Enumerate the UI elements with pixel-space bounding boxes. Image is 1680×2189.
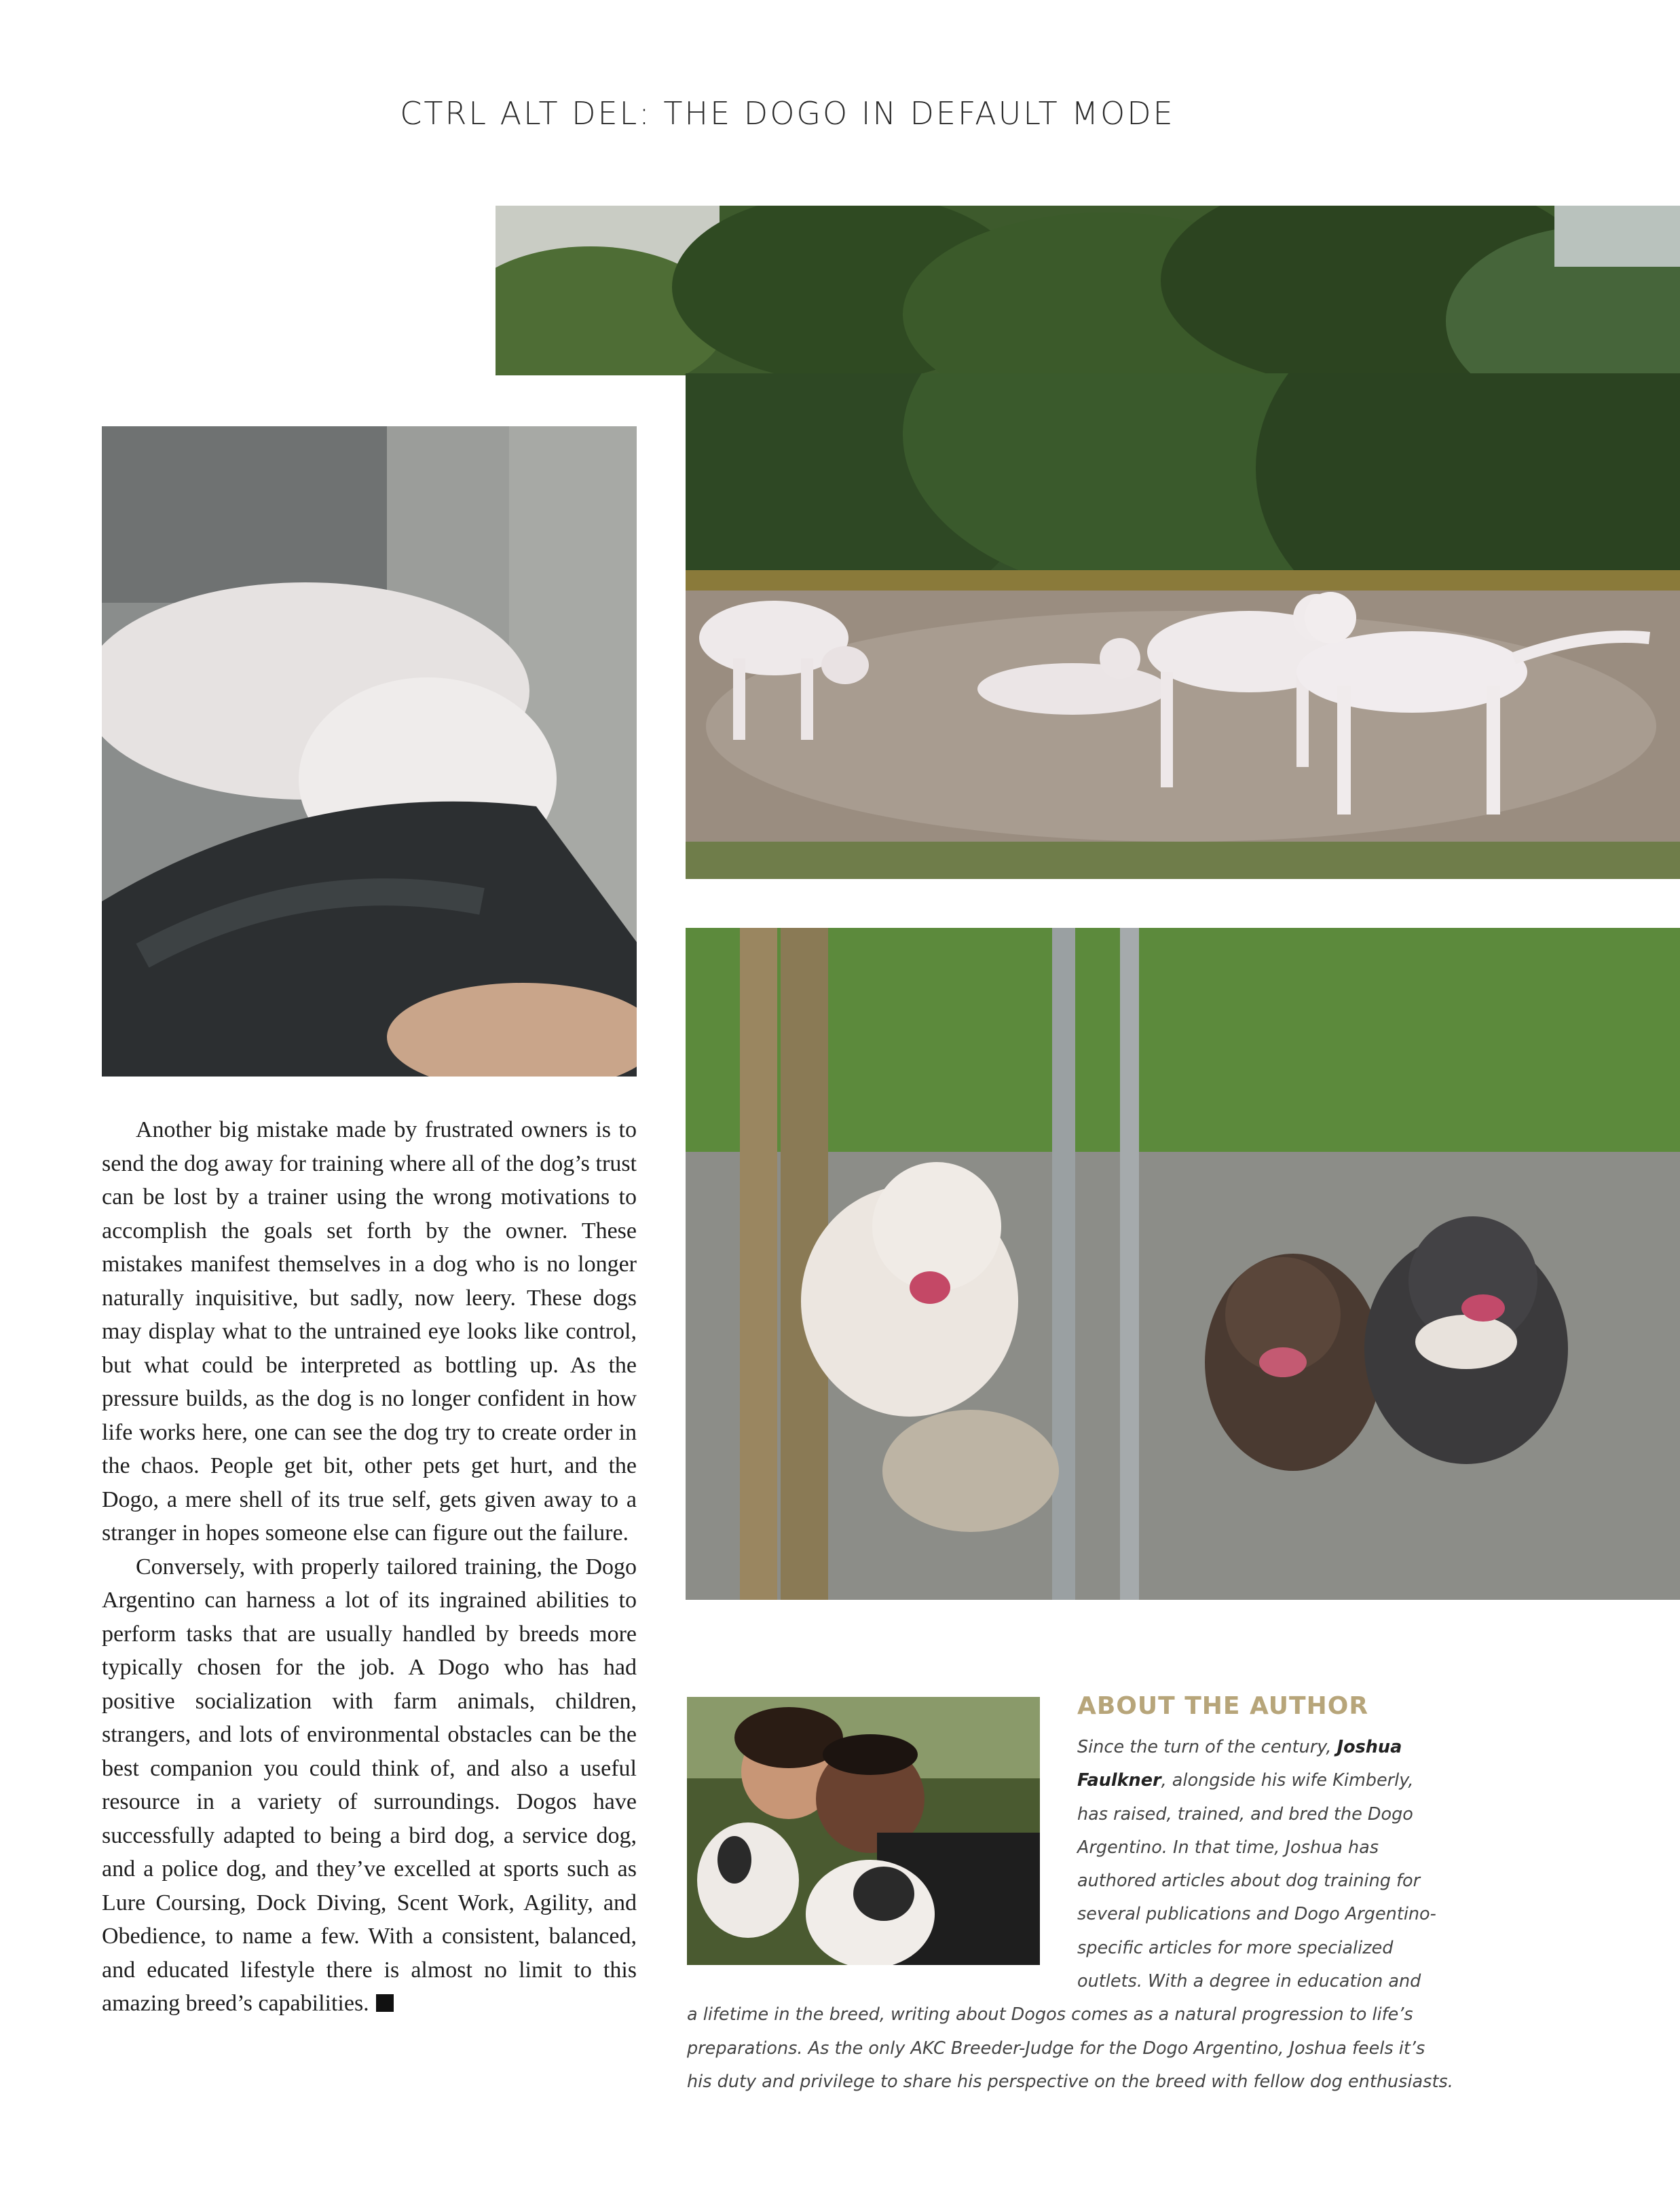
yard-photo-main [686,373,1680,879]
author-bio [687,1731,1671,2099]
author-name-first: Joshua [1337,1737,1402,1757]
bio-line: has raised, trained, and bred the Dogo [1077,1803,1413,1825]
bio-line: a lifetime in the breed, writing about Dogos comes as a natural progression to life’s [687,2004,1413,2025]
author-name-last: Faulkner [1077,1770,1161,1791]
page-header-title: CTRL ALT DEL: THE DOGO IN DEFAULT MODE [400,95,1175,132]
article-body [102,1113,637,2021]
article-paragraph: Another big mistake made by frustrated owners is to send the dog away for training where all of the dog’s trust can be lost by a trainer using the wrong motivations to accomplish the goals set forth by the owner. These mistakes manifest themselves in a dog who is no longer naturally inquisitive, but sadly, now leery. These dogs may display what to the untrained eye looks like control, but what could be interpreted as bottling up. As the pressure builds, as the dog is no longer confident in how life works here, one can see the dog try to create order in the chaos. People get bit, other pets get hurt, and the Dogo, a mere shell of its true self, gets given away to a stranger in hopes someone else can figure out the failure. [102,1117,637,1546]
bio-line: authored articles about dog training for [1077,1871,1421,1892]
bio-line: several publications and Dogo Argentino- [1077,1904,1436,1925]
article-paragraph-last [102,1550,637,2021]
bio-line: Argentino. In that time, Joshua has [1077,1837,1379,1858]
bio-line: Since the turn of the century, Joshua [1077,1737,1402,1757]
about-author-heading: ABOUT THE AUTHOR [1077,1692,1369,1720]
article-paragraph-text: Conversely, with properly tailored training, the Dogo Argentino can harness a lot of its ingrained abilities to perform tasks that are usually handled by breeds more typically chosen for the job. A Dogo who has had positive socialization with farm animals, children, strangers, and lots of environmental obstacles can be the best companion you could think of, and also a useful resource in a variety of surroundings. Dogos have successfully adapted to being a bird dog, a service dog, and a police dog, and they’ve excelled at sports such as Lure Coursing, Dock Diving, Scent Work, Agility, and Obedience, to name a few. With a consistent, balanced, and educated lifestyle there is almost no limit to this amazing breed’s capabilities. [102,1554,637,2016]
bio-line: his duty and privilege to share his perspective on the breed with fellow dog enthusiasts. [687,2071,1453,2092]
bio-line: outlets. With a degree in education and [1077,1971,1421,1992]
sleeping-dog-photo [102,426,637,1077]
bio-line: specific articles for more specialized [1077,1937,1394,1958]
bio-line: Faulkner, alongside his wife Kimberly, [1077,1770,1414,1791]
fence-dogs-photo [686,928,1680,1600]
yard-photo-top-strip [496,206,1680,375]
end-of-article-mark [376,1994,394,2012]
bio-line: preparations. As the only AKC Breeder-Judge for the Dogo Argentino, Joshua feels it’s [687,2038,1425,2059]
